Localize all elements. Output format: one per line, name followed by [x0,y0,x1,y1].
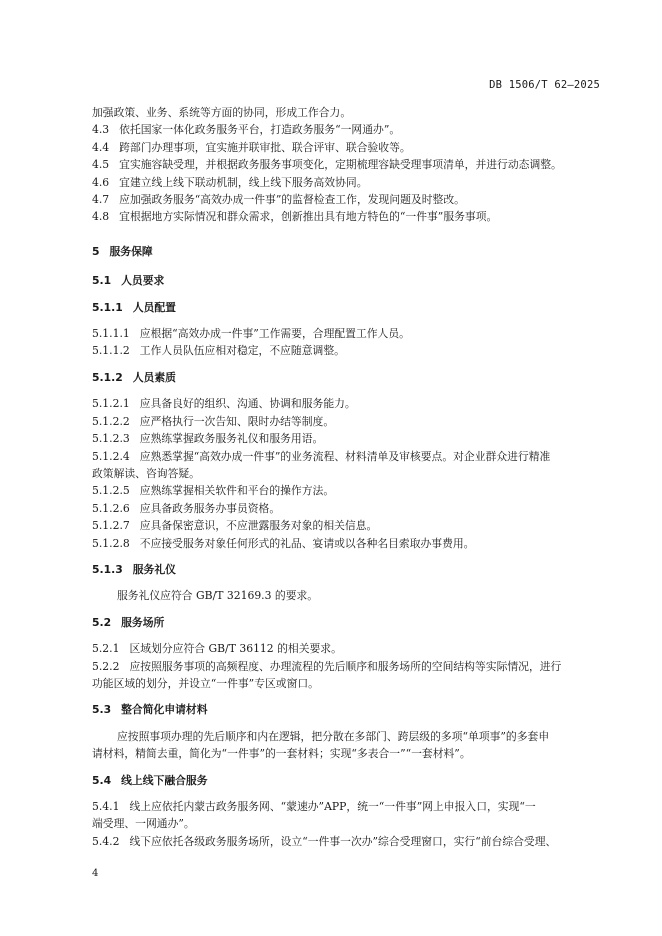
heading-text: 人员素质 [132,370,176,384]
clause-5-4-1 [92,798,602,815]
paragraph-line: 服务礼仪应符合 GB/T 32169.3 的要求。 [117,589,319,603]
heading-number: 5.3 [92,703,112,717]
clause-number: 5.1.2.8 [92,536,130,550]
clause-text: 应具备保密意识，不应泄露服务对象的相关信息。 [139,519,378,533]
clause-text: 应具备良好的组织、沟通、协调和服务能力。 [139,397,356,411]
section-heading-5-1-2 [92,369,602,386]
clause-5-1-2-8 [92,535,602,552]
section-heading-5-1 [92,272,602,289]
clause-number: 4.3 [92,123,110,137]
clause-number: 4.8 [92,210,110,224]
clause-5-1-2-4 [92,448,602,465]
heading-number: 5.1 [92,274,112,288]
paragraph-line: 加强政策、业务、系统等方面的协同，形成工作合力。 [92,106,352,119]
clause-number: 5.1.2.1 [92,397,130,411]
clause-text: 宜建立线上线下联动机制，线上线下服务高效协同。 [119,175,368,189]
clause-text: 工作人员队伍应相对稳定，不应随意调整。 [139,344,345,358]
clause-number: 5.1.2.6 [92,501,130,515]
clause-4-6 [92,174,602,191]
heading-text: 服务礼仪 [132,562,176,576]
clause-text: 宜实施容缺受理，并根据政务服务事项变化，定期梳理容缺受理事项清单，并进行动态调整。 [119,158,562,172]
clause-4-3 [92,121,602,138]
clause-5-4-2 [92,833,602,850]
clause-5-1-2-1 [92,395,602,412]
heading-text: 服务场所 [121,615,165,629]
clause-text: 线上应依托内蒙古政务服务网、“蒙速办”APP，统一“一件事”网上申报入口，实现“一 [129,800,536,813]
heading-number: 5.1.3 [92,562,123,576]
section-heading-5 [92,243,602,260]
heading-text: 线上线下融合服务 [121,773,208,787]
clause-text: 应熟练掌握相关软件和平台的操作方法。 [139,484,335,498]
clause-number: 4.6 [92,175,110,189]
document-body [92,104,602,850]
clause-text: 不应接受服务对象任何形式的礼品、宴请或以各种名目索取办事费用。 [139,536,475,550]
clause-number: 5.1.2.2 [92,414,130,428]
heading-number: 5.4 [92,773,112,787]
heading-text: 服务保障 [109,244,153,258]
clause-5-1-2-6 [92,500,602,517]
section-heading-5-3 [92,701,602,718]
clause-5-2-2 [92,658,602,675]
paragraph-line: 请材料，精简去重，简化为“一件事”的一套材料；实现“多表合一”“一套材料”。 [92,747,471,761]
clause-number: 5.4.2 [92,834,120,848]
clause-text: 应按照服务事项的高频程度、办理流程的先后顺序和服务场所的空间结构等实际情况，进行 [129,659,562,673]
clause-number: 5.1.1.2 [92,344,130,358]
clause-number: 5.1.2.5 [92,484,130,498]
clause-5-1-2-7 [92,517,602,534]
heading-text: 整合简化申请材料 [121,703,208,717]
clause-4-5 [92,156,602,173]
clause-number: 5.1.2.7 [92,519,130,533]
clause-5-1-2-5 [92,482,602,499]
heading-number: 5.1.2 [92,370,123,384]
clause-number: 4.7 [92,193,110,207]
section-heading-5-2 [92,614,602,631]
clause-number: 5.1.2.3 [92,432,130,446]
clause-text: 应具备政务服务办事员资格。 [139,501,281,515]
clause-4-8 [92,208,602,225]
clause-text: 线下应依托各级政务服务场所，设立“一件事一次办”综合受理窗口，实行“前台综合受理、 [129,834,557,848]
clause-5-1-2-3 [92,430,602,447]
clause-continuation: 政策解读、咨询答疑。 [92,466,200,480]
clause-continuation: 端受理、一网通办”。 [92,817,195,831]
clause-number: 5.2.1 [92,642,120,656]
clause-text: 应加强政务服务“高效办成一件事”的监督检查工作，发现问题及时整改。 [119,193,465,207]
section-heading-5-1-1 [92,299,602,316]
clause-text: 应严格执行一次告知、限时办结等制度。 [139,414,335,428]
page-number: 4 [92,868,99,879]
clause-text: 应熟练掌握政务服务礼仪和服务用语。 [139,432,324,446]
heading-number: 5.2 [92,615,112,629]
clause-continuation: 功能区域的划分，并设立“一件事”专区或窗口。 [92,676,319,690]
clause-number: 4.5 [92,158,110,172]
clause-text: 宜根据地方实际情况和群众需求，创新推出具有地方特色的“一件事”服务事项。 [119,210,498,224]
clause-number: 5.2.2 [92,659,120,673]
clause-text: 区域划分应符合 GB/T 36112 的相关要求。 [129,642,342,656]
clause-5-1-2-2 [92,413,602,430]
clause-text: 跨部门办理事项，宜实施并联审批、联合评审、联合验收等。 [119,140,411,154]
clause-text: 应熟悉掌握“高效办成一件事”的业务流程、材料清单及审核要点。对企业群众进行精准 [139,449,551,463]
section-heading-5-1-3 [92,561,602,578]
clause-number: 5.1.2.4 [92,449,130,463]
clause-number: 5.4.1 [92,800,120,813]
clause-5-1-1-1 [92,325,602,342]
clause-4-7 [92,191,602,208]
clause-4-4 [92,139,602,156]
clause-number: 4.4 [92,140,110,154]
clause-5-1-1-2 [92,342,602,359]
section-heading-5-4 [92,772,602,789]
heading-number: 5 [92,244,100,258]
standard-code: DB 1506/T 62—2025 [489,79,600,91]
clause-5-2-1 [92,640,602,657]
paragraph-line: 应按照事项办理的先后顺序和内在逻辑，把分散在多部门、跨层级的多项“单项事”的多套申 [117,729,550,743]
clause-number: 5.1.1.1 [92,327,130,341]
heading-number: 5.1.1 [92,300,123,314]
clause-text: 依托国家一体化政务服务平台，打造政务服务“一网通办”。 [119,123,401,137]
heading-text: 人员配置 [132,300,176,314]
heading-text: 人员要求 [121,274,165,288]
clause-text: 应根据“高效办成一件事”工作需要，合理配置工作人员。 [139,327,410,341]
